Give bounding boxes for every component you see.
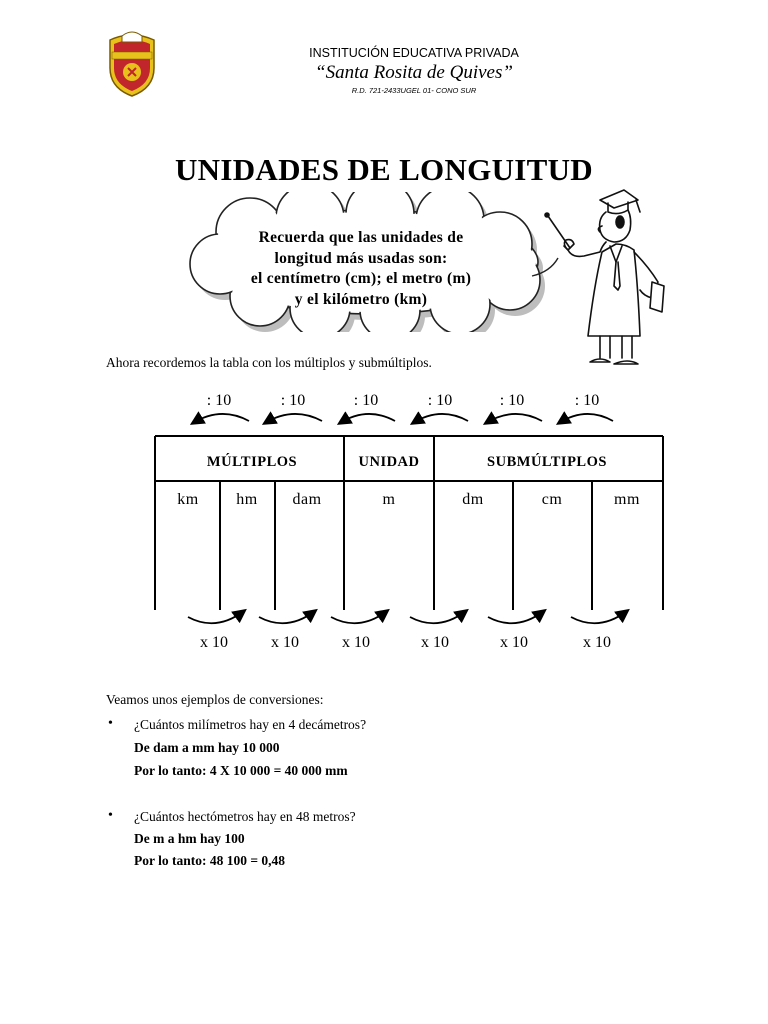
example-question: ¿Cuántos hectómetros hay en 48 metros? bbox=[134, 809, 356, 824]
divide-arrow bbox=[265, 414, 322, 423]
divide-label: : 10 bbox=[353, 392, 379, 409]
table-intro: Ahora recordemos la tabla con los múltiplos y submúltiplos. bbox=[106, 355, 432, 370]
multiply-arrow bbox=[331, 611, 387, 623]
divide-arrow bbox=[340, 414, 395, 423]
resolution-code: R.D. 721-2433UGEL 01- CONO SUR bbox=[351, 86, 477, 95]
multiply-arrow bbox=[571, 611, 627, 623]
divide-label: : 10 bbox=[574, 392, 600, 409]
callout-line: y el kilómetro (km) bbox=[294, 290, 428, 308]
unit-label: cm bbox=[541, 491, 563, 508]
divide-label: : 10 bbox=[499, 392, 525, 409]
conversion-table bbox=[0, 380, 768, 660]
multiply-arrow bbox=[410, 611, 466, 623]
bullet-marker: • bbox=[108, 808, 113, 823]
divide-label: : 10 bbox=[427, 392, 453, 409]
divide-arrow bbox=[413, 414, 468, 423]
callout-line: longitud más usadas son: bbox=[274, 249, 448, 267]
callout-text bbox=[226, 228, 496, 310]
header-multiplos: MÚLTIPLOS bbox=[206, 454, 298, 470]
divide-labels bbox=[207, 392, 599, 409]
example-step: De m a hm hay 100 bbox=[134, 831, 245, 846]
multiply-arrow bbox=[488, 611, 544, 623]
unit-label: km bbox=[177, 491, 199, 508]
unit-labels bbox=[177, 491, 640, 508]
school-name: “Santa Rosita de Quives” bbox=[315, 62, 513, 83]
divide-arrows bbox=[193, 414, 613, 423]
professor-illustration bbox=[540, 186, 685, 376]
multiply-label: x 10 bbox=[342, 634, 370, 651]
multiply-labels bbox=[200, 634, 611, 651]
multiply-label: x 10 bbox=[200, 634, 228, 651]
divide-arrow bbox=[559, 414, 613, 423]
header-unidad: UNIDAD bbox=[358, 454, 420, 470]
multiply-label: x 10 bbox=[500, 634, 528, 651]
multiply-label: x 10 bbox=[271, 634, 299, 651]
example-step: De dam a mm hay 10 000 bbox=[134, 740, 280, 755]
unit-label: hm bbox=[236, 491, 258, 508]
divide-label: : 10 bbox=[206, 392, 232, 409]
multiply-label: x 10 bbox=[583, 634, 611, 651]
example-result: Por lo tanto: 4 X 10 000 = 40 000 mm bbox=[134, 763, 348, 778]
institution-type: INSTITUCIÓN EDUCATIVA PRIVADA bbox=[309, 46, 519, 60]
multiply-label: x 10 bbox=[421, 634, 449, 651]
multiply-arrows bbox=[188, 611, 627, 623]
school-crest-logo bbox=[104, 28, 160, 98]
divide-label: : 10 bbox=[280, 392, 306, 409]
divide-arrow bbox=[486, 414, 542, 423]
divide-arrow bbox=[193, 414, 249, 423]
callout-line: el centímetro (cm); el metro (m) bbox=[250, 270, 472, 287]
unit-label: dm bbox=[462, 491, 484, 508]
examples-intro: Veamos unos ejemplos de conversiones: bbox=[106, 692, 324, 707]
multiply-arrow bbox=[259, 611, 315, 623]
example-question: ¿Cuántos milímetros hay en 4 decámetros? bbox=[134, 717, 367, 732]
multiply-arrow bbox=[188, 611, 244, 623]
unit-label: mm bbox=[614, 491, 640, 508]
unit-label: dam bbox=[292, 491, 322, 508]
unit-label: m bbox=[382, 491, 396, 508]
page-title: UNIDADES DE LONGUITUD bbox=[175, 152, 593, 187]
header-submultiplos: SUBMÚLTIPLOS bbox=[487, 454, 607, 470]
bullet-marker: • bbox=[108, 716, 113, 731]
callout-line: Recuerda que las unidades de bbox=[258, 229, 464, 246]
example-result: Por lo tanto: 48 100 = 0,48 bbox=[134, 853, 286, 868]
